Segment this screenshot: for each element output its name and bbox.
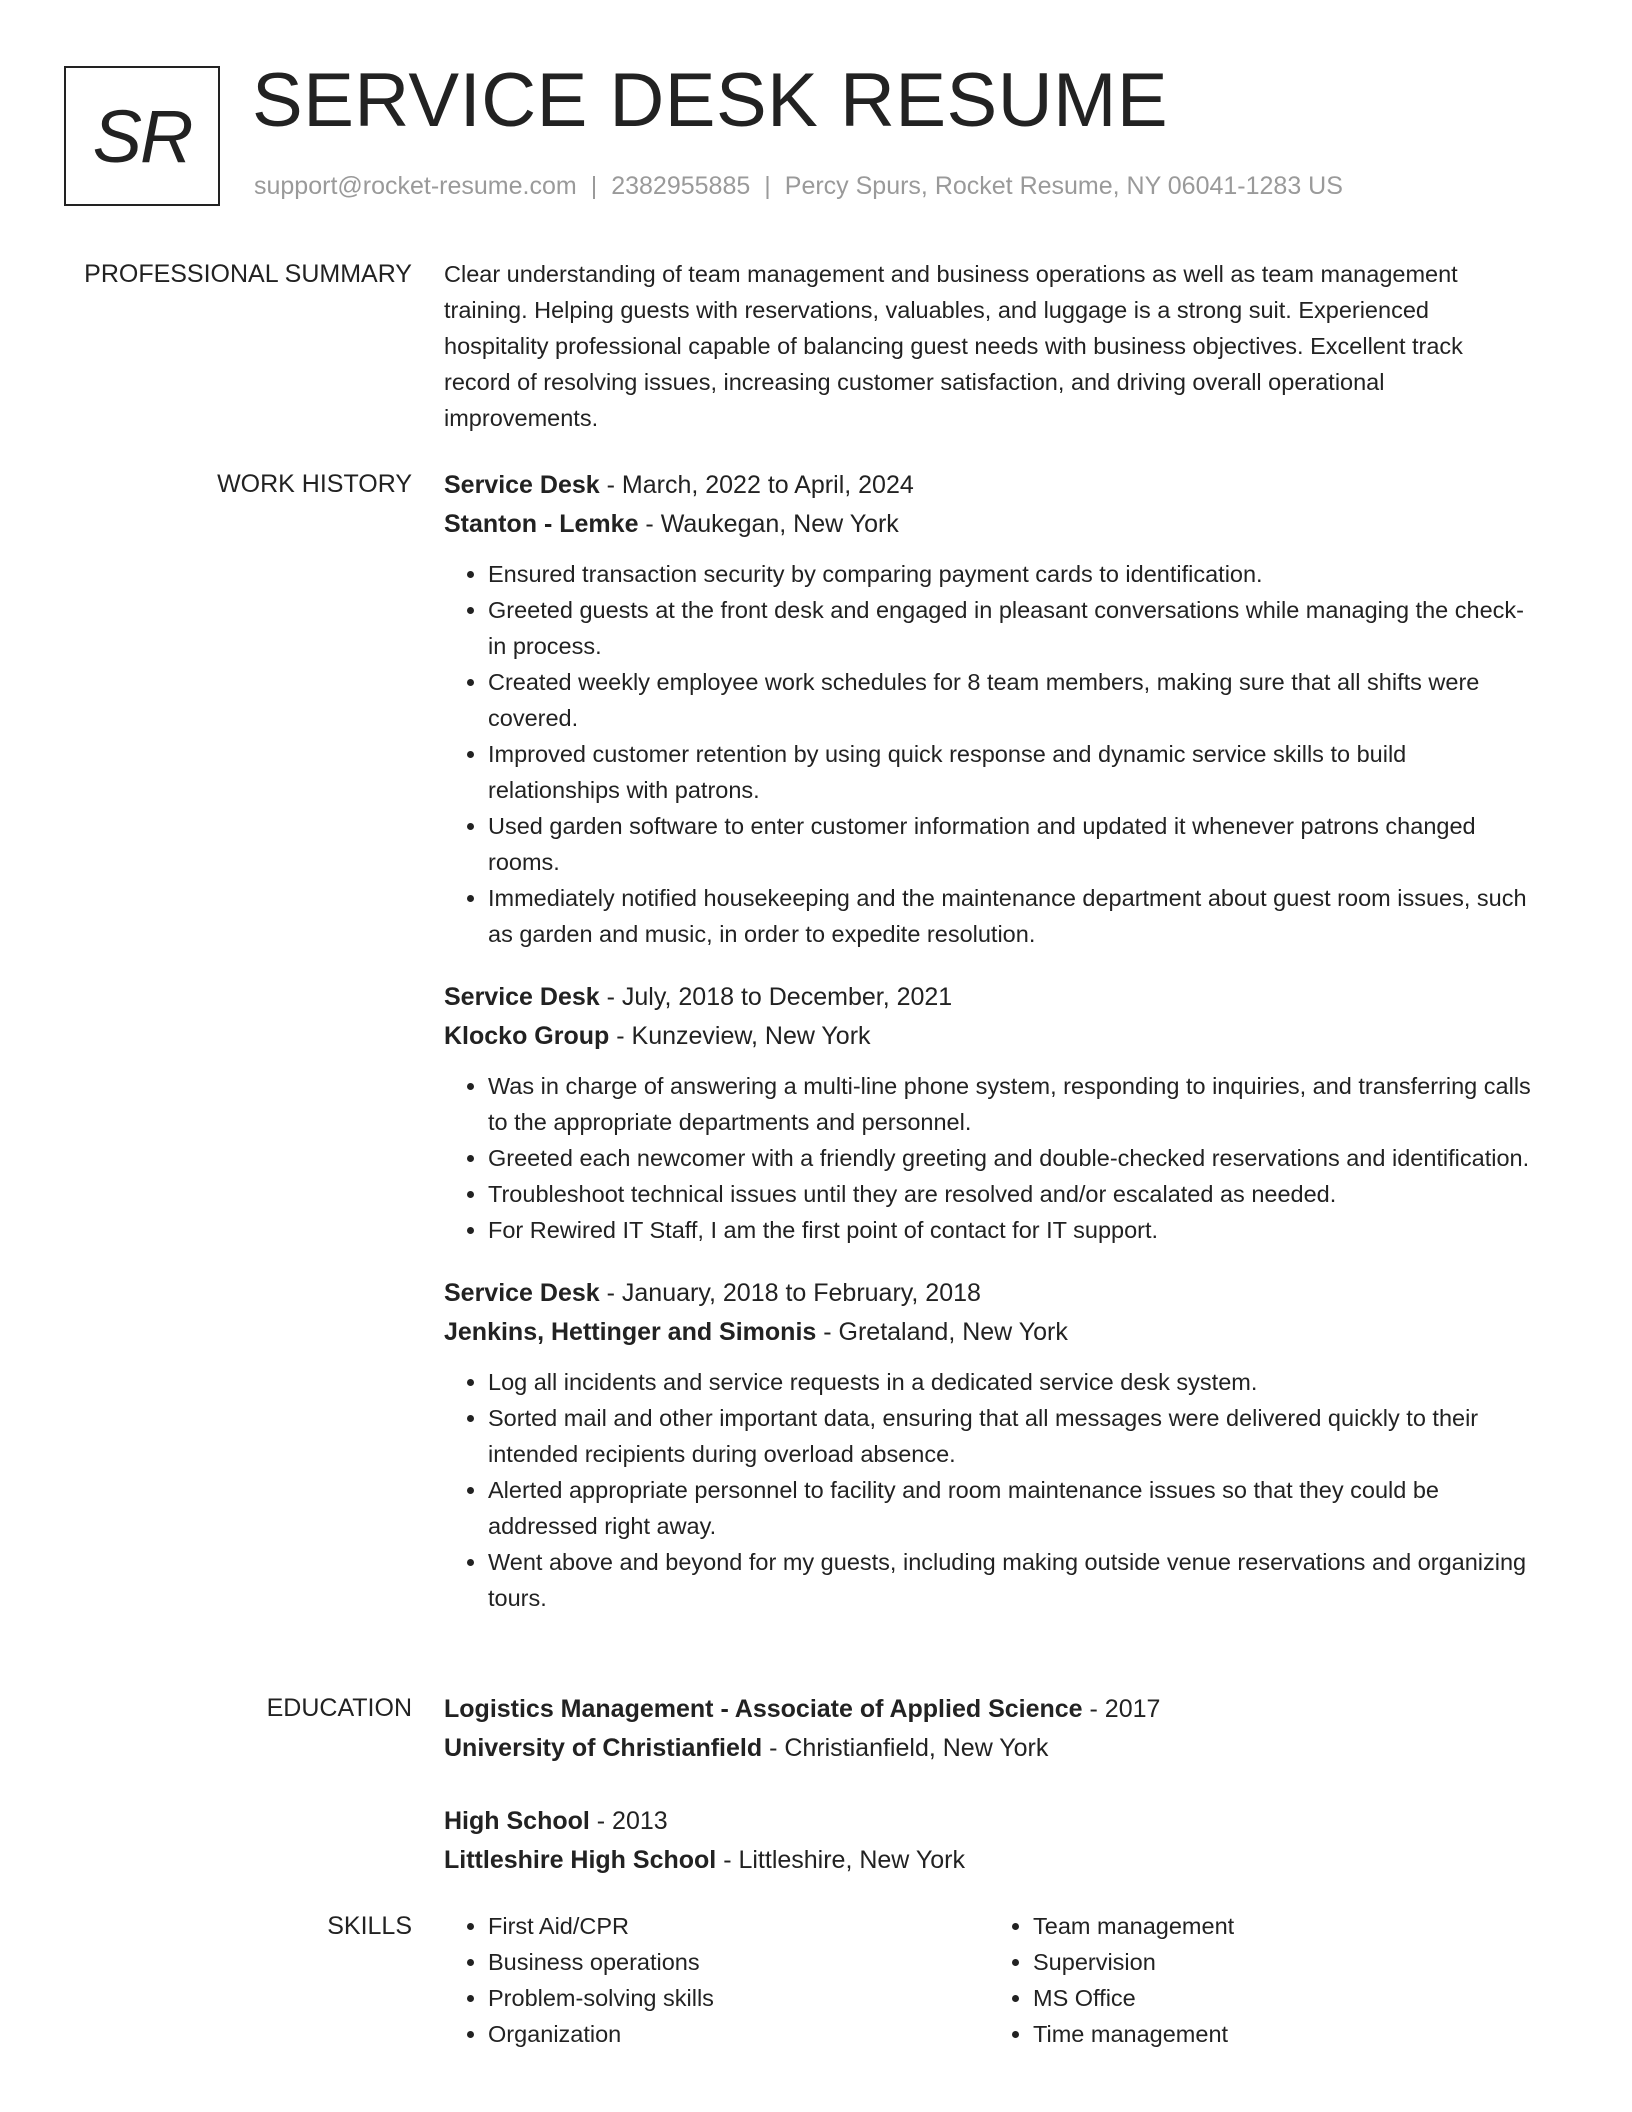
skills-list-left (444, 1908, 989, 2052)
job-dates: - July, 2018 to December, 2021 (599, 983, 953, 1011)
job-company-line (444, 1017, 1534, 1056)
job-company: Jenkins, Hettinger and Simonis (444, 1318, 817, 1346)
contact-address: Percy Spurs, Rocket Resume, NY 06041-1283 US (784, 172, 1343, 200)
education-year: - 2013 (589, 1807, 668, 1835)
resume-title: SERVICE DESK RESUME (252, 58, 1169, 143)
job-bullets (444, 1068, 1534, 1248)
skill-item: • First Aid/CPR (488, 1908, 989, 1944)
education-degree-line (444, 1802, 1534, 1841)
job-bullet: • Went above and beyond for my guests, including making outside venue reservations and organizing tours. (488, 1544, 1534, 1616)
job-title: Service Desk (444, 983, 600, 1011)
job-bullet: • Log all incidents and service requests in a dedicated service desk system. (488, 1364, 1534, 1400)
job-entry (444, 978, 1534, 1248)
education-year: - 2017 (1082, 1695, 1161, 1723)
job-bullet: • Greeted guests at the front desk and engaged in pleasant conversations while managing the check-in process. (488, 592, 1534, 664)
contact-separator: | (590, 172, 598, 200)
job-bullet: • Immediately notified housekeeping and the maintenance department about guest room issues, such as garden and music, in order to expedite resolution. (488, 880, 1534, 952)
summary-body (444, 256, 1534, 436)
skill-item: • Team management (1033, 1908, 1534, 1944)
contact-email: support@rocket-resume.com (254, 172, 577, 200)
job-location: - Kunzeview, New York (609, 1022, 871, 1050)
job-bullet: • Alerted appropriate personnel to facility and room maintenance issues so that they could be addressed right away. (488, 1472, 1534, 1544)
job-dates: - January, 2018 to February, 2018 (599, 1279, 981, 1307)
job-location: - Gretaland, New York (816, 1318, 1068, 1346)
job-bullets (444, 1364, 1534, 1616)
job-dates: - March, 2022 to April, 2024 (599, 471, 914, 499)
education-degree: High School (444, 1807, 590, 1835)
skill-item: • Time management (1033, 2016, 1534, 2052)
education-degree: Logistics Management - Associate of Applied Science (444, 1695, 1083, 1723)
job-bullet: • For Rewired IT Staff, I am the first point of contact for IT support. (488, 1212, 1534, 1248)
skill-item: • Business operations (488, 1944, 989, 1980)
job-company: Klocko Group (444, 1022, 610, 1050)
job-bullet: • Created weekly employee work schedules for 8 team members, making sure that all shifts were covered. (488, 664, 1534, 736)
skill-item: • Problem-solving skills (488, 1980, 989, 2016)
job-bullets (444, 556, 1534, 952)
job-title-line (444, 1274, 1534, 1313)
job-bullet: • Was in charge of answering a multi-line phone system, responding to inquiries, and transferring calls to the appropriate departments and personnel. (488, 1068, 1534, 1140)
skills-body (444, 1908, 1534, 2052)
contact-separator: | (764, 172, 771, 200)
contact-phone: 2382955885 (611, 172, 751, 200)
skill-item: • MS Office (1033, 1980, 1534, 2016)
job-bullet: • Troubleshoot technical issues until they are resolved and/or escalated as needed. (488, 1176, 1534, 1212)
skill-item: • Organization (488, 2016, 989, 2052)
job-title-line (444, 466, 1534, 505)
job-company: Stanton - Lemke (444, 510, 639, 538)
section-label-education: EDUCATION (266, 1694, 412, 1722)
job-bullet: • Sorted mail and other important data, ensuring that all messages were delivered quickly to their intended recipients during overload absence. (488, 1400, 1534, 1472)
section-label-work-history: WORK HISTORY (217, 470, 412, 498)
skills-list-right (989, 1908, 1534, 2052)
job-entry (444, 466, 1534, 952)
job-bullet: • Used garden software to enter customer information and updated it whenever patrons changed rooms. (488, 808, 1534, 880)
section-label-skills: SKILLS (327, 1912, 412, 1940)
education-degree-line (444, 1690, 1534, 1729)
job-bullet: • Improved customer retention by using quick response and dynamic service skills to build relationships with patrons. (488, 736, 1534, 808)
skills-columns (444, 1908, 1534, 2052)
job-location: - Waukegan, New York (638, 510, 899, 538)
job-company-line (444, 1313, 1534, 1352)
job-title: Service Desk (444, 1279, 600, 1307)
monogram-initials: SR (64, 66, 220, 206)
contact-line (254, 172, 1343, 201)
summary-text: Clear understanding of team management and business operations as well as team management training. Helping guests with reservations, valuables, and luggage is a strong suit. Experienced hospitality professional capable of balancing guest needs with business objectives. Excellent track record of resolving issues, increasing customer satisfaction, and driving overall operational improvements. (444, 261, 1463, 431)
education-school: Littleshire High School (444, 1846, 717, 1874)
skill-item: • Supervision (1033, 1944, 1534, 1980)
education-location: - Christianfield, New York (762, 1734, 1049, 1762)
education-location: - Littleshire, New York (716, 1846, 965, 1874)
education-school-line (444, 1841, 1534, 1880)
education-body (444, 1690, 1534, 1914)
job-bullet: • Greeted each newcomer with a friendly greeting and double-checked reservations and identification. (488, 1140, 1534, 1176)
job-company-line (444, 505, 1534, 544)
work-history-body (444, 466, 1534, 1642)
education-entry (444, 1690, 1534, 1768)
job-bullet: • Ensured transaction security by comparing payment cards to identification. (488, 556, 1534, 592)
section-label-summary: PROFESSIONAL SUMMARY (84, 260, 412, 288)
job-title: Service Desk (444, 471, 600, 499)
education-entry (444, 1802, 1534, 1880)
education-school: University of Christianfield (444, 1734, 763, 1762)
job-title-line (444, 978, 1534, 1017)
job-entry (444, 1274, 1534, 1616)
education-school-line (444, 1729, 1534, 1768)
